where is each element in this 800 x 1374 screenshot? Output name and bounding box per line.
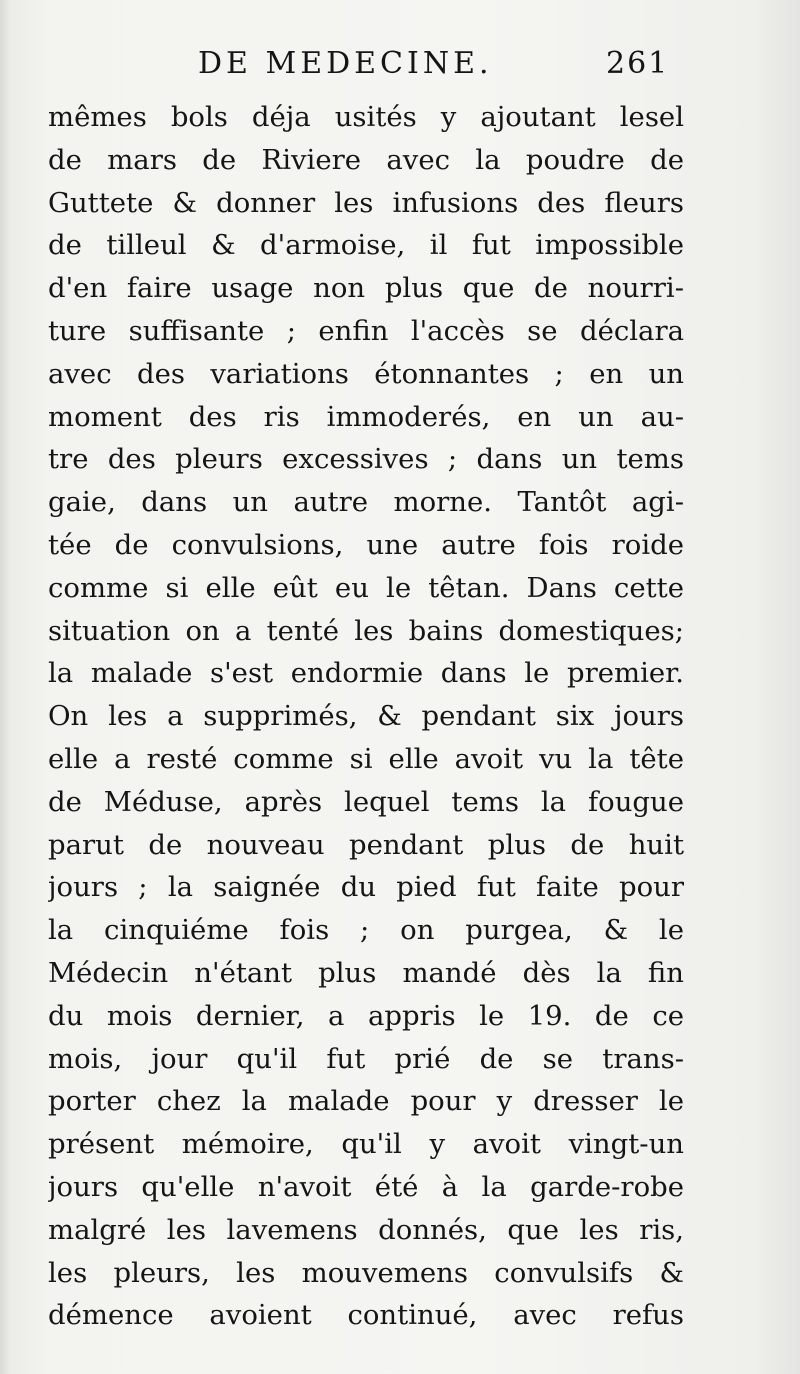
running-head: DE MEDECINE. — [198, 46, 493, 81]
text-line: la cinquiéme fois ; on purgea, & le — [48, 914, 684, 947]
text-line: de Méduse, après lequel tems la fougue — [48, 785, 684, 818]
text-line: démence avoient continué, avec refus — [48, 1299, 684, 1332]
text-line: la malade s'est endormie dans le premier. — [48, 657, 684, 690]
text-line: de tilleul & d'armoise, il fut impossible — [48, 229, 684, 262]
text-line: d'en faire usage non plus que de nourri- — [48, 272, 684, 305]
text-line: présent mémoire, qu'il y avoit vingt-un — [48, 1128, 684, 1161]
text-line: comme si elle eût eu le têtan. Dans cette — [48, 571, 684, 604]
text-line: mêmes bols déja usités y ajoutant lesel — [48, 101, 684, 133]
text-line: jours qu'elle n'avoit été à la garde-robe — [48, 1170, 684, 1203]
text-line: ture suffisante ; enfin l'accès se déclara — [48, 314, 684, 347]
text-line: porter chez la malade pour y dresser le — [48, 1085, 684, 1118]
text-line: parut de nouveau pendant plus de huit — [48, 828, 684, 861]
text-line: gaie, dans un autre morne. Tantôt agi- — [48, 486, 684, 519]
page-number: 261 — [606, 46, 670, 81]
text-line: jours ; la saignée du pied fut faite pour — [48, 871, 684, 904]
page-edge-shadow — [0, 0, 10, 1374]
text-line: Guttete & donner les infusions des fleurs — [48, 186, 684, 219]
text-line: situation on a tenté les bains domestiques; — [48, 614, 684, 647]
text-line: avec des variations étonnantes ; en un — [48, 357, 684, 390]
text-line: On les a supprimés, & pendant six jours — [48, 700, 684, 733]
text-line: tée de convulsions, une autre fois roide — [48, 528, 684, 561]
text-line: du mois dernier, a appris le 19. de ce — [48, 999, 684, 1032]
text-line: tre des pleurs excessives ; dans un tems — [48, 443, 684, 476]
text-line: Médecin n'étant plus mandé dès la fin — [48, 956, 684, 989]
text-line: elle a resté comme si elle avoit vu la tête — [48, 742, 684, 775]
text-line: mois, jour qu'il fut prié de se trans- — [48, 1042, 684, 1075]
text-line: malgré les lavemens donnés, que les ris, — [48, 1213, 684, 1246]
text-line: les pleurs, les mouvemens convulsifs & — [48, 1256, 684, 1289]
text-line: de mars de Riviere avec la poudre de — [48, 143, 684, 176]
text-line: moment des ris immoderés, en un au- — [48, 400, 684, 433]
page-header — [0, 40, 800, 92]
body-text — [48, 96, 684, 1337]
